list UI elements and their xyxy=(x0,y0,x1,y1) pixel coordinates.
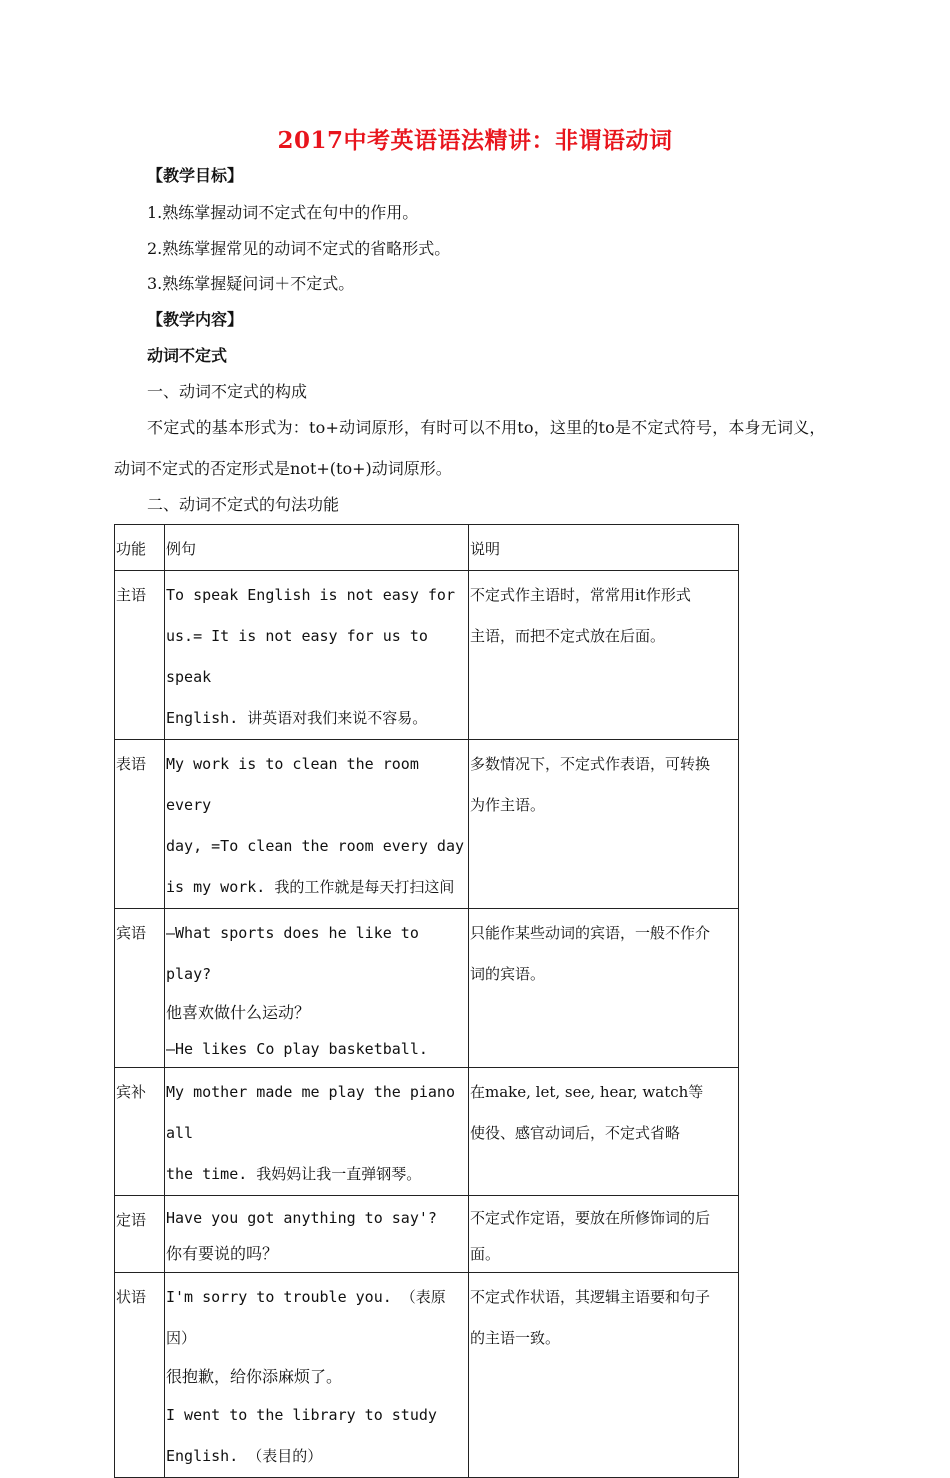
table-row xyxy=(115,1273,739,1478)
example-line: To speak English is not easy for xyxy=(166,586,455,604)
example-line: 他喜欢做什么运动？ xyxy=(166,1003,311,1022)
subheading: 动词不定式 xyxy=(147,346,228,365)
function-cell: 定语 xyxy=(115,1196,165,1273)
example-line: English. 讲英语对我们来说不容易。 xyxy=(166,709,428,727)
goal-item: 1.熟练掌握动词不定式在句中的作用。 xyxy=(147,203,419,222)
part2-title: 二、动词不定式的句法功能 xyxy=(147,495,340,514)
note-line: 不定式作状语，其逻辑主语要和句子 xyxy=(470,1288,711,1306)
note-line: 主语，而把不定式放在后面。 xyxy=(470,627,666,645)
function-cell: 宾补 xyxy=(115,1068,165,1196)
table-row xyxy=(115,740,739,909)
header-example: 例句 xyxy=(165,525,469,571)
example-line: I'm sorry to trouble you. （表原因） xyxy=(166,1288,446,1347)
note-line: 只能作某些动词的宾语，一般不作介 xyxy=(470,924,711,942)
header-note: 说明 xyxy=(469,525,739,571)
example-line: —He likes Co play basketball. xyxy=(166,1040,428,1058)
note-line: 面。 xyxy=(470,1245,501,1263)
note-line: 不定式作定语，要放在所修饰词的后 xyxy=(470,1209,711,1227)
note-line: 为作主语。 xyxy=(470,796,546,814)
example-cell xyxy=(165,1273,469,1478)
part1-paragraph-line1: 不定式的基本形式为：to+动词原形，有时可以不用to，这里的to是不定式符号，本身无词义， xyxy=(147,418,826,437)
example-cell xyxy=(165,1068,469,1196)
example-line: English. （表目的） xyxy=(166,1447,323,1465)
example-line: 你有要说的吗？ xyxy=(166,1244,279,1263)
function-cell: 主语 xyxy=(115,571,165,740)
example-cell xyxy=(165,740,469,909)
part1-paragraph-line2: 动词不定式的否定形式是not+(to+)动词原形。 xyxy=(114,459,452,478)
example-line: I went to the library to study xyxy=(166,1406,437,1424)
table-row xyxy=(115,571,739,740)
function-cell: 状语 xyxy=(115,1273,165,1478)
table-row xyxy=(115,909,739,1068)
function-cell: 表语 xyxy=(115,740,165,909)
example-line: us.= It is not easy for us to speak xyxy=(166,627,428,686)
example-line: My mother made me play the piano all xyxy=(166,1083,455,1142)
function-cell: 宾语 xyxy=(115,909,165,1068)
note-cell xyxy=(469,1196,739,1273)
example-line: Have you got anything to say'? xyxy=(166,1209,437,1227)
note-line: 不定式作主语时，常常用it作形式 xyxy=(470,586,691,604)
example-line: is my work. 我的工作就是每天打扫这间 xyxy=(166,878,455,896)
part1-title: 一、动词不定式的构成 xyxy=(147,382,308,401)
example-line: day, =To clean the room every day xyxy=(166,837,465,855)
goal-item: 3.熟练掌握疑问词＋不定式。 xyxy=(147,274,355,293)
note-line: 多数情况下，不定式作表语，可转换 xyxy=(470,755,711,773)
example-line: My work is to clean the room every xyxy=(166,755,419,814)
header-function: 功能 xyxy=(115,525,165,571)
example-cell xyxy=(165,1196,469,1273)
note-cell xyxy=(469,909,739,1068)
note-cell xyxy=(469,1068,739,1196)
table-row xyxy=(115,1196,739,1273)
syntax-function-table xyxy=(114,524,739,1478)
table-row xyxy=(115,1068,739,1196)
page-title: 2017中考英语语法精讲：非谓语动词 xyxy=(277,127,673,154)
example-line: 很抱歉，给你添麻烦了。 xyxy=(166,1367,343,1386)
note-cell xyxy=(469,1273,739,1478)
note-line: 在make, let, see, hear, watch等 xyxy=(470,1083,704,1101)
note-line: 使役、感官动词后，不定式省略 xyxy=(470,1124,681,1142)
note-line: 的主语一致。 xyxy=(470,1329,561,1347)
goal-item: 2.熟练掌握常见的动词不定式的省略形式。 xyxy=(147,239,451,258)
note-cell xyxy=(469,740,739,909)
example-cell xyxy=(165,571,469,740)
table-header-row xyxy=(115,525,739,571)
example-line: the time. 我妈妈让我一直弹钢琴。 xyxy=(166,1165,422,1183)
goals-heading: 【教学目标】 xyxy=(147,166,244,185)
note-cell xyxy=(469,571,739,740)
example-cell xyxy=(165,909,469,1068)
example-line: —What sports does he like to play? xyxy=(166,924,419,983)
content-heading: 【教学内容】 xyxy=(147,310,244,329)
note-line: 词的宾语。 xyxy=(470,965,546,983)
